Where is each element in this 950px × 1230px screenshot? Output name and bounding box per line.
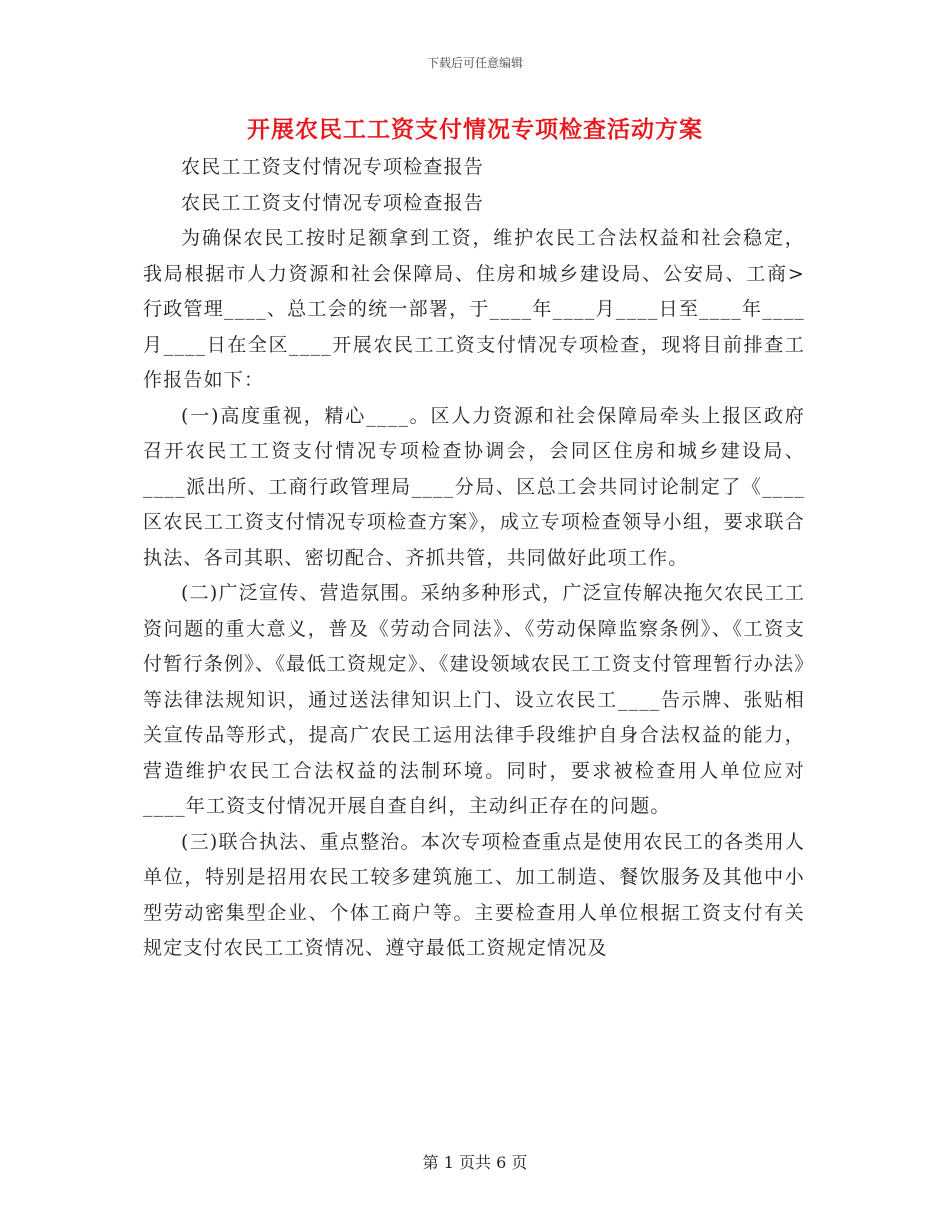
paragraph: 农民工工资支付情况专项检查报告 [181, 191, 485, 214]
paragraph: 为确保农民工按时足额拿到工资，维护农民工合法权益和社会稳定，我局根据市人力资源和社会保障局、住房和城乡建设局、公安局、工商>行政管理____、总工会的统一部署，于____年____月____日至____年____月____日在全区____开展农民工工资支付情况专项检查，现将目前排查工作报告如下： [143, 227, 805, 391]
document-title: 开展农民工工资支付情况专项检查活动方案 [247, 116, 703, 143]
paragraph: (二)广泛宣传、营造氛围。采纳多种形式，广泛宣传解决拖欠农民工工资问题的重大意义，普及《劳动合同法》、《劳动保障监察条例》、《工资支付暂行条例》、《最低工资规定》、《建设领域农民工工资支付管理暂行办法》等法律法规知识，通过送法律知识上门、设立农民工____告示牌、张贴相关宣传品等形式，提高广农民工运用法律手段维护自身合法权益的能力，营造维护农民工合法权益的法制环境。同时，要求被检查用人单位应对____年工资支付情况开展自查自纠，主动纠正存在的问题。 [143, 582, 805, 817]
paragraph: (一)高度重视，精心____。区人力资源和社会保障局牵头上报区政府召开农民工工资支付情况专项检查协调会，会同区住房和城乡建设局、____派出所、工商行政管理局____分局、区总工会共同讨论制定了《____区农民工工资支付情况专项检查方案》，成立专项检查领导小组，要求联合执法、各司其职、密切配合、齐抓共管，共同做好此项工作。 [143, 404, 805, 569]
page-number: 第 1 页共 6 页 [422, 1153, 528, 1172]
document-body [143, 150, 805, 967]
paragraph: (三)联合执法、重点整治。本次专项检查重点是使用农民工的各类用人单位，特别是招用农民工较多建筑施工、加工制造、餐饮服务及其他中小型劳动密集型企业、个体工商户等。主要检查用人单位根据工资支付有关规定支付农民工工资情况、遵守最低工资规定情况及 [143, 830, 805, 959]
header-note: 下载后可任意编辑 [426, 56, 523, 70]
paragraph: 农民工工资支付情况专项检查报告 [181, 156, 485, 178]
